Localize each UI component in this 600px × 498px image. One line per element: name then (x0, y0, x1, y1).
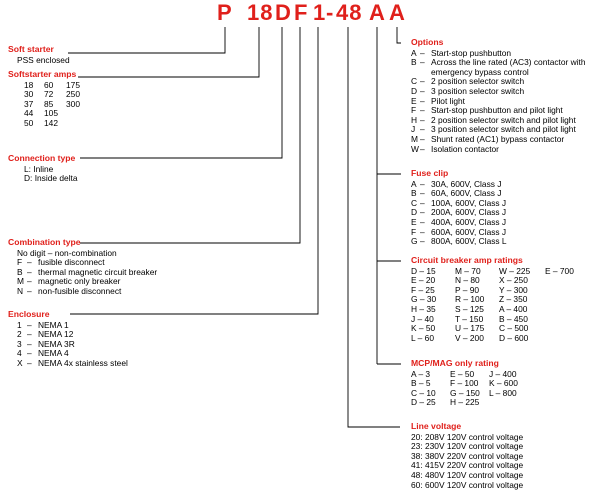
combination-item-dash: – (27, 266, 32, 277)
option-item (411, 145, 586, 155)
cb-ratings-title: Circuit breaker amp ratings (411, 255, 523, 265)
line-voltage-item: 60: 600V 120V control voltage (411, 479, 524, 490)
enclosure-item-key: 1 (17, 319, 22, 330)
softstarter-amps-section (8, 70, 86, 129)
cb-value: S – 125 (455, 303, 484, 314)
cb-value: T – 150 (455, 313, 484, 324)
option-item-dash: – (420, 57, 425, 68)
cb-row (411, 324, 585, 334)
line-voltage-item: 41: 415V 220V control voltage (411, 460, 524, 471)
softstarter-amps-title: Softstarter amps (8, 69, 77, 79)
amps-value: 60 (44, 79, 54, 90)
fuse-item-key: E (411, 216, 417, 227)
cb-row (411, 315, 585, 325)
cb-value (545, 276, 585, 286)
option-item-key: A (411, 47, 417, 58)
enclosure-item-key: 2 (17, 329, 22, 340)
option-item-dash: – (420, 133, 425, 144)
cb-value (545, 305, 585, 315)
enclosure-item-dash: – (27, 329, 32, 340)
soft-starter-title: Soft starter (8, 44, 54, 54)
combination-item: No digit – non-combination (17, 247, 117, 258)
enclosure-item-desc: NEMA 3R (38, 338, 75, 349)
option-item-key: E (411, 95, 417, 106)
fuse-item-key: A (411, 178, 417, 189)
combination-type-title: Combination type (8, 237, 81, 247)
fuse-item-desc: 200A, 600V, Class J (431, 207, 507, 218)
code-options: A (389, 0, 406, 25)
option-item-desc: 2 position selector switch (431, 76, 525, 87)
line-options (397, 27, 401, 43)
cb-value: L – 60 (411, 332, 434, 343)
combination-item (17, 287, 157, 297)
mcp-value: L – 800 (489, 387, 517, 398)
option-item-dash: – (420, 114, 425, 125)
cb-value: K – 50 (411, 323, 436, 334)
fuse-item-desc: 400A, 600V, Class J (431, 216, 507, 227)
option-item-key: J (411, 124, 416, 135)
line-voltage-item: 20: 208V 120V control voltage (411, 431, 524, 442)
line-soft-starter (68, 27, 225, 53)
amps-value: 105 (44, 108, 58, 119)
option-item-desc: Start-stop pushbutton and pilot light (431, 105, 563, 116)
fuse-clip-title: Fuse clip (411, 168, 449, 178)
cb-value: F – 25 (411, 284, 435, 295)
combination-item-dash: – (27, 257, 32, 268)
cb-value: D – 15 (411, 265, 436, 276)
enclosure-item-dash: – (27, 338, 32, 349)
amps-value: 175 (66, 79, 80, 90)
code-dash: - (326, 0, 335, 25)
line-voltage-section (411, 422, 523, 490)
fuse-item-dash: – (420, 226, 425, 237)
mcp-value: A – 3 (411, 368, 431, 379)
option-item-dash: – (420, 105, 425, 116)
mcp-value: J – 400 (489, 368, 517, 379)
combination-item-key: N (17, 285, 24, 296)
amps-value: 18 (24, 79, 34, 90)
mcp-value: D – 25 (411, 397, 436, 408)
cb-value: V – 200 (455, 332, 484, 343)
enclosure-item-dash: – (27, 357, 32, 368)
amps-value: 50 (24, 117, 34, 128)
combination-item-desc: magnetic only breaker (38, 276, 121, 287)
cb-value: N – 80 (455, 275, 480, 286)
combination-item-key: F (17, 257, 23, 268)
option-item-dash: – (420, 143, 425, 154)
cb-value: X – 250 (499, 275, 528, 286)
cb-value: R – 100 (455, 294, 485, 305)
mcp-value: F – 100 (450, 378, 479, 389)
amps-value: 300 (66, 98, 80, 109)
amps-value (66, 109, 86, 119)
line-amps (78, 27, 259, 77)
cb-value: Y – 300 (499, 284, 528, 295)
cb-value: B – 450 (499, 313, 528, 324)
fuse-item-desc: 800A, 600V, Class L (431, 236, 507, 247)
option-item-dash: – (420, 124, 425, 135)
fuse-item-dash: – (420, 216, 425, 227)
fuse-item-key: G (411, 236, 418, 247)
cb-value: C – 500 (499, 323, 529, 334)
fuse-item (411, 237, 507, 247)
option-item-desc: 3 position selector switch and pilot light (431, 124, 576, 135)
option-item-key: F (411, 105, 417, 116)
mcp-value: H – 225 (450, 397, 480, 408)
option-item-key: B (411, 57, 417, 68)
code-voltage: 48 (336, 0, 363, 25)
cb-value: E – 700 (545, 265, 574, 276)
connection-type-title: Connection type (8, 153, 76, 163)
cb-value (545, 334, 585, 344)
amps-value: 37 (24, 98, 34, 109)
fuse-item-dash: – (420, 207, 425, 218)
amps-value: 250 (66, 89, 80, 100)
soft-starter-value: PSS enclosed (17, 54, 70, 65)
combination-item-dash: – (27, 285, 32, 296)
code-connection: D (275, 0, 292, 25)
code-combination: F (294, 0, 309, 25)
enclosure-item-desc: NEMA 4x stainless steel (38, 357, 128, 368)
cb-value: A – 400 (499, 303, 528, 314)
mcp-mag-section (411, 359, 529, 408)
mcp-value (489, 398, 529, 408)
combination-item-desc: thermal magnetic circuit breaker (38, 266, 158, 277)
cb-value: W – 225 (499, 265, 531, 276)
cb-value: U – 175 (455, 323, 485, 334)
code-amps: 18 (247, 0, 274, 25)
enclosure-section (8, 310, 128, 369)
line-voltage (348, 27, 400, 427)
option-item-dash: – (420, 47, 425, 58)
fuse-item-desc: 100A, 600V, Class J (431, 197, 507, 208)
option-item-desc: Shunt rated (AC1) bypass contactor (431, 133, 565, 144)
cb-value (545, 315, 585, 325)
cb-value: H – 35 (411, 303, 436, 314)
cb-value: D – 600 (499, 332, 529, 343)
options-title: Options (411, 37, 444, 47)
enclosure-item-key: 4 (17, 348, 22, 359)
amps-value: 142 (44, 117, 58, 128)
cb-value: G – 30 (411, 294, 437, 305)
soft-starter-section (8, 45, 70, 65)
mcp-value: K – 600 (489, 378, 518, 389)
combination-item-key: M (17, 276, 24, 287)
cb-value (545, 286, 585, 296)
line-voltage-item: 23: 230V 120V control voltage (411, 441, 524, 452)
line-connection (80, 27, 282, 158)
enclosure-item-dash: – (27, 319, 32, 330)
combination-item-dash: – (27, 276, 32, 287)
fuse-item-key: B (411, 188, 417, 199)
enclosure-item-desc: NEMA 12 (38, 329, 74, 340)
cb-value: E – 20 (411, 275, 436, 286)
cb-row (411, 334, 585, 344)
options-section (411, 38, 586, 154)
connection-item: L: Inline (24, 163, 54, 174)
fuse-item-desc: 600A, 600V, Class J (431, 226, 507, 237)
option-item-dash: – (420, 85, 425, 96)
amps-value: 72 (44, 89, 54, 100)
fuse-item-desc: 60A, 600V, Class J (431, 188, 502, 199)
combination-item-desc: non-fusible disconnect (38, 285, 122, 296)
combination-item-desc: fusible disconnect (38, 257, 105, 268)
connection-item: D: Inside delta (24, 173, 78, 184)
option-item-desc: Isolation contactor (431, 143, 499, 154)
amps-value: 44 (24, 108, 34, 119)
mcp-mag-title: MCP/MAG only rating (411, 358, 499, 368)
line-combination (80, 27, 300, 243)
code-p: P (217, 0, 233, 25)
amps-value: 85 (44, 98, 54, 109)
cb-value (545, 295, 585, 305)
enclosure-item-key: X (17, 357, 23, 368)
mcp-value: E – 50 (450, 368, 475, 379)
fuse-clip-section (411, 169, 507, 247)
fuse-item-desc: 30A, 600V, Class J (431, 178, 502, 189)
enclosure-item-dash: – (27, 348, 32, 359)
option-item-desc: emergency bypass control (431, 66, 529, 77)
option-item-key: H (411, 114, 418, 125)
option-item-desc: 2 position selector switch and pilot light (431, 114, 576, 125)
mcp-value: B – 5 (411, 378, 431, 389)
cb-row (411, 295, 585, 305)
cb-value: J – 40 (411, 313, 434, 324)
fuse-item-dash: – (420, 236, 425, 247)
enclosure-item (17, 359, 128, 369)
fuse-item-key: F (411, 226, 417, 237)
enclosure-item-desc: NEMA 4 (38, 348, 69, 359)
cb-row (411, 305, 585, 315)
line-voltage-item: 48: 480V 120V control voltage (411, 469, 524, 480)
option-item-desc: Start-stop pushbutton (431, 47, 512, 58)
option-item-desc: 3 position selector switch (431, 85, 525, 96)
option-item-key: D (411, 85, 418, 96)
fuse-item-dash: – (420, 188, 425, 199)
fuse-item-key: D (411, 207, 418, 218)
mcp-row (411, 398, 529, 408)
amps-value: 30 (24, 89, 34, 100)
cb-value: P – 90 (455, 284, 480, 295)
connection-type-section (8, 154, 78, 184)
option-item-desc: Across the line rated (AC3) contactor with (431, 57, 586, 68)
cb-value: Z – 350 (499, 294, 528, 305)
cb-value (545, 324, 585, 334)
option-item-key: C (411, 76, 418, 87)
option-item-dash: – (420, 76, 425, 87)
cb-row (411, 276, 585, 286)
cb-value: M – 70 (455, 265, 481, 276)
enclosure-item (17, 340, 128, 350)
fuse-item-key: C (411, 197, 418, 208)
mcp-value: G – 150 (450, 387, 480, 398)
line-voltage-title: Line voltage (411, 421, 462, 431)
mcp-value: C – 10 (411, 387, 436, 398)
option-item-key: M (411, 133, 418, 144)
cb-row (411, 286, 585, 296)
code-fuse: A (369, 0, 386, 25)
cb-row (411, 267, 585, 277)
code-enclosure: 1 (313, 0, 327, 25)
fuse-item-dash: – (420, 178, 425, 189)
enclosure-item-key: 3 (17, 338, 22, 349)
amps-row (24, 119, 86, 129)
combination-type-section (8, 238, 157, 297)
option-item-key: W (411, 143, 419, 154)
amps-value (66, 119, 86, 129)
option-item-dash: – (420, 95, 425, 106)
cb-ratings-section (411, 256, 585, 343)
enclosure-item-desc: NEMA 1 (38, 319, 69, 330)
option-item-desc: Pilot light (431, 95, 465, 106)
fuse-item-dash: – (420, 197, 425, 208)
line-voltage-item: 38: 380V 220V control voltage (411, 450, 524, 461)
enclosure-title: Enclosure (8, 309, 50, 319)
combination-item-key: B (17, 266, 23, 277)
